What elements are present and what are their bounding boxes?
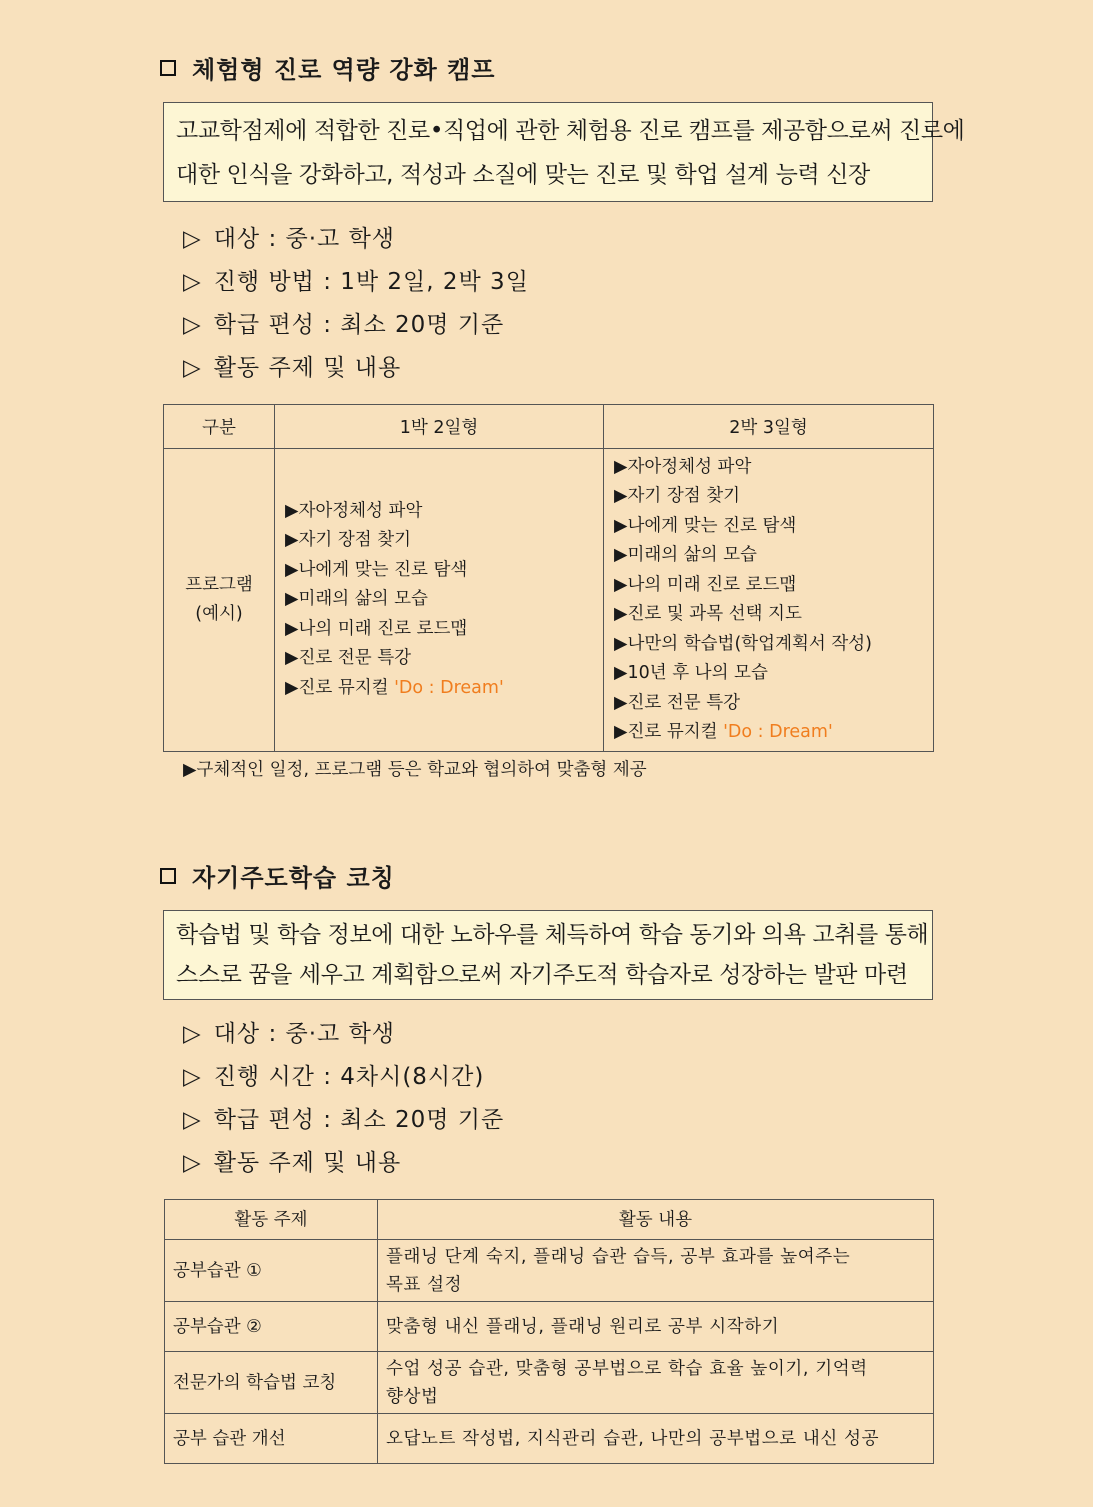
program-list-1night [275,449,604,752]
bullet-item: ▷ 학급 편성 : 최소 20명 기준 [183,304,529,347]
checkbox-square-icon [160,868,176,884]
triangle-bullet-icon: ▷ [183,269,202,295]
list-item: ▶나만의 학습법(학업계획서 작성) [614,633,873,654]
program-list-2night [604,449,934,752]
list-item: ▶자아정체성 파악 [614,456,752,477]
bullet-item: ▷ 활동 주제 및 내용 [183,347,529,390]
summary-line: 대한 인식을 강화하고, 적성과 소질에 맞는 진로 및 학업 설계 능력 신장 [176,162,870,188]
section1-summary-box [163,102,965,202]
musical-title-highlight: 'Do : Dream' [394,677,504,698]
section1-note: ▶구체적인 일정, 프로그램 등은 학교와 협의하여 맞춤형 제공 [183,760,647,780]
list-item: ▶미래의 삶의 모습 [285,589,428,610]
list-item: ▶진로 및 과목 선택 지도 [614,604,802,624]
triangle-bullet-icon: ▷ [183,1150,202,1176]
triangle-bullet-icon: ▷ [183,1107,202,1133]
table-header: 활동 주제 [165,1200,378,1240]
activity-topic: 공부습관 ② [165,1302,378,1352]
camp-program-table [163,404,934,752]
bullet-item: ▷ 진행 시간 : 4차시(8시간) [183,1056,504,1099]
summary-line: 학습법 및 학습 정보에 대한 노하우를 체득하여 학습 동기와 의욕 고취를 통해 [176,922,929,948]
activity-topic: 공부습관 ① [165,1240,378,1302]
section1-title-text: 체험형 진로 역량 강화 캠프 [192,56,496,84]
list-item: ▶자아정체성 파악 [285,500,423,521]
triangle-bullet-icon: ▷ [183,1064,202,1090]
bullet-item: ▷ 학급 편성 : 최소 20명 기준 [183,1099,504,1142]
checkbox-square-icon [160,60,176,76]
section2-bullets [183,1013,504,1185]
activity-content: 오답노트 작성법, 지식관리 습관, 나만의 공부법으로 내신 성공 [378,1414,934,1464]
table-row [165,1240,934,1302]
section1-bullets [183,218,529,390]
list-item: ▶진로 뮤지컬 'Do : Dream' [614,722,833,742]
activity-topic: 공부 습관 개선 [165,1414,378,1464]
list-item: ▶나에게 맞는 진로 탐색 [285,559,468,580]
bullet-item: ▷ 대상 : 중·고 학생 [183,218,529,261]
bullet-item: ▷ 대상 : 중·고 학생 [183,1013,504,1056]
list-item: ▶미래의 삶의 모습 [614,545,757,565]
table-row [165,1414,934,1464]
table-row [165,1302,934,1352]
list-item: ▶나의 미래 진로 로드맵 [614,574,797,595]
list-item: ▶나의 미래 진로 로드맵 [285,618,468,639]
section2-title [160,858,395,893]
list-item: ▶자기 장점 찾기 [285,530,412,551]
activity-content: 맞춤형 내신 플래닝, 플래닝 원리로 공부 시작하기 [378,1302,934,1352]
list-item: ▶자기 장점 찾기 [614,486,741,506]
bullet-item: ▷ 활동 주제 및 내용 [183,1142,504,1185]
activity-topic: 전문가의 학습법 코칭 [165,1352,378,1414]
bullet-item: ▷ 진행 방법 : 1박 2일, 2박 3일 [183,261,529,304]
summary-line: 고교학점제에 적합한 진로•직업에 관한 체험용 진로 캠프를 제공함으로써 진로에 [176,118,965,144]
triangle-bullet-icon: ▷ [183,355,202,381]
table-header: 활동 내용 [378,1200,934,1240]
list-item: ▶진로 전문 특강 [285,648,412,669]
list-item: ▶나에게 맞는 진로 탐색 [614,515,797,536]
list-item: ▶진로 전문 특강 [614,692,741,713]
triangle-bullet-icon: ▷ [183,312,202,338]
activity-content: 수업 성공 습관, 맞춤형 공부법으로 학습 효율 높이기, 기억력 향상법 [378,1352,934,1414]
table-header: 2박 3일형 [604,405,934,449]
coaching-activity-table [164,1199,934,1464]
musical-title-highlight: 'Do : Dream' [723,722,833,742]
table-header: 1박 2일형 [275,405,604,449]
table-row [165,1352,934,1414]
section2-summary-box [163,910,933,1000]
section2-title-text: 자기주도학습 코칭 [192,864,395,892]
section1-title [160,50,495,85]
table-header: 구분 [164,405,275,449]
row-label: 프로그램 (예시) [164,449,275,752]
list-item: ▶진로 뮤지컬 'Do : Dream' [285,677,504,698]
activity-content: 플래닝 단계 숙지, 플래닝 습관 습득, 공부 효과를 높여주는 목표 설정 [378,1240,934,1302]
summary-line: 스스로 꿈을 세우고 계획함으로써 자기주도적 학습자로 성장하는 발판 마련 [176,962,908,988]
list-item: ▶10년 후 나의 모습 [614,663,768,683]
triangle-bullet-icon: ▷ [183,226,202,252]
triangle-bullet-icon: ▷ [183,1021,202,1047]
